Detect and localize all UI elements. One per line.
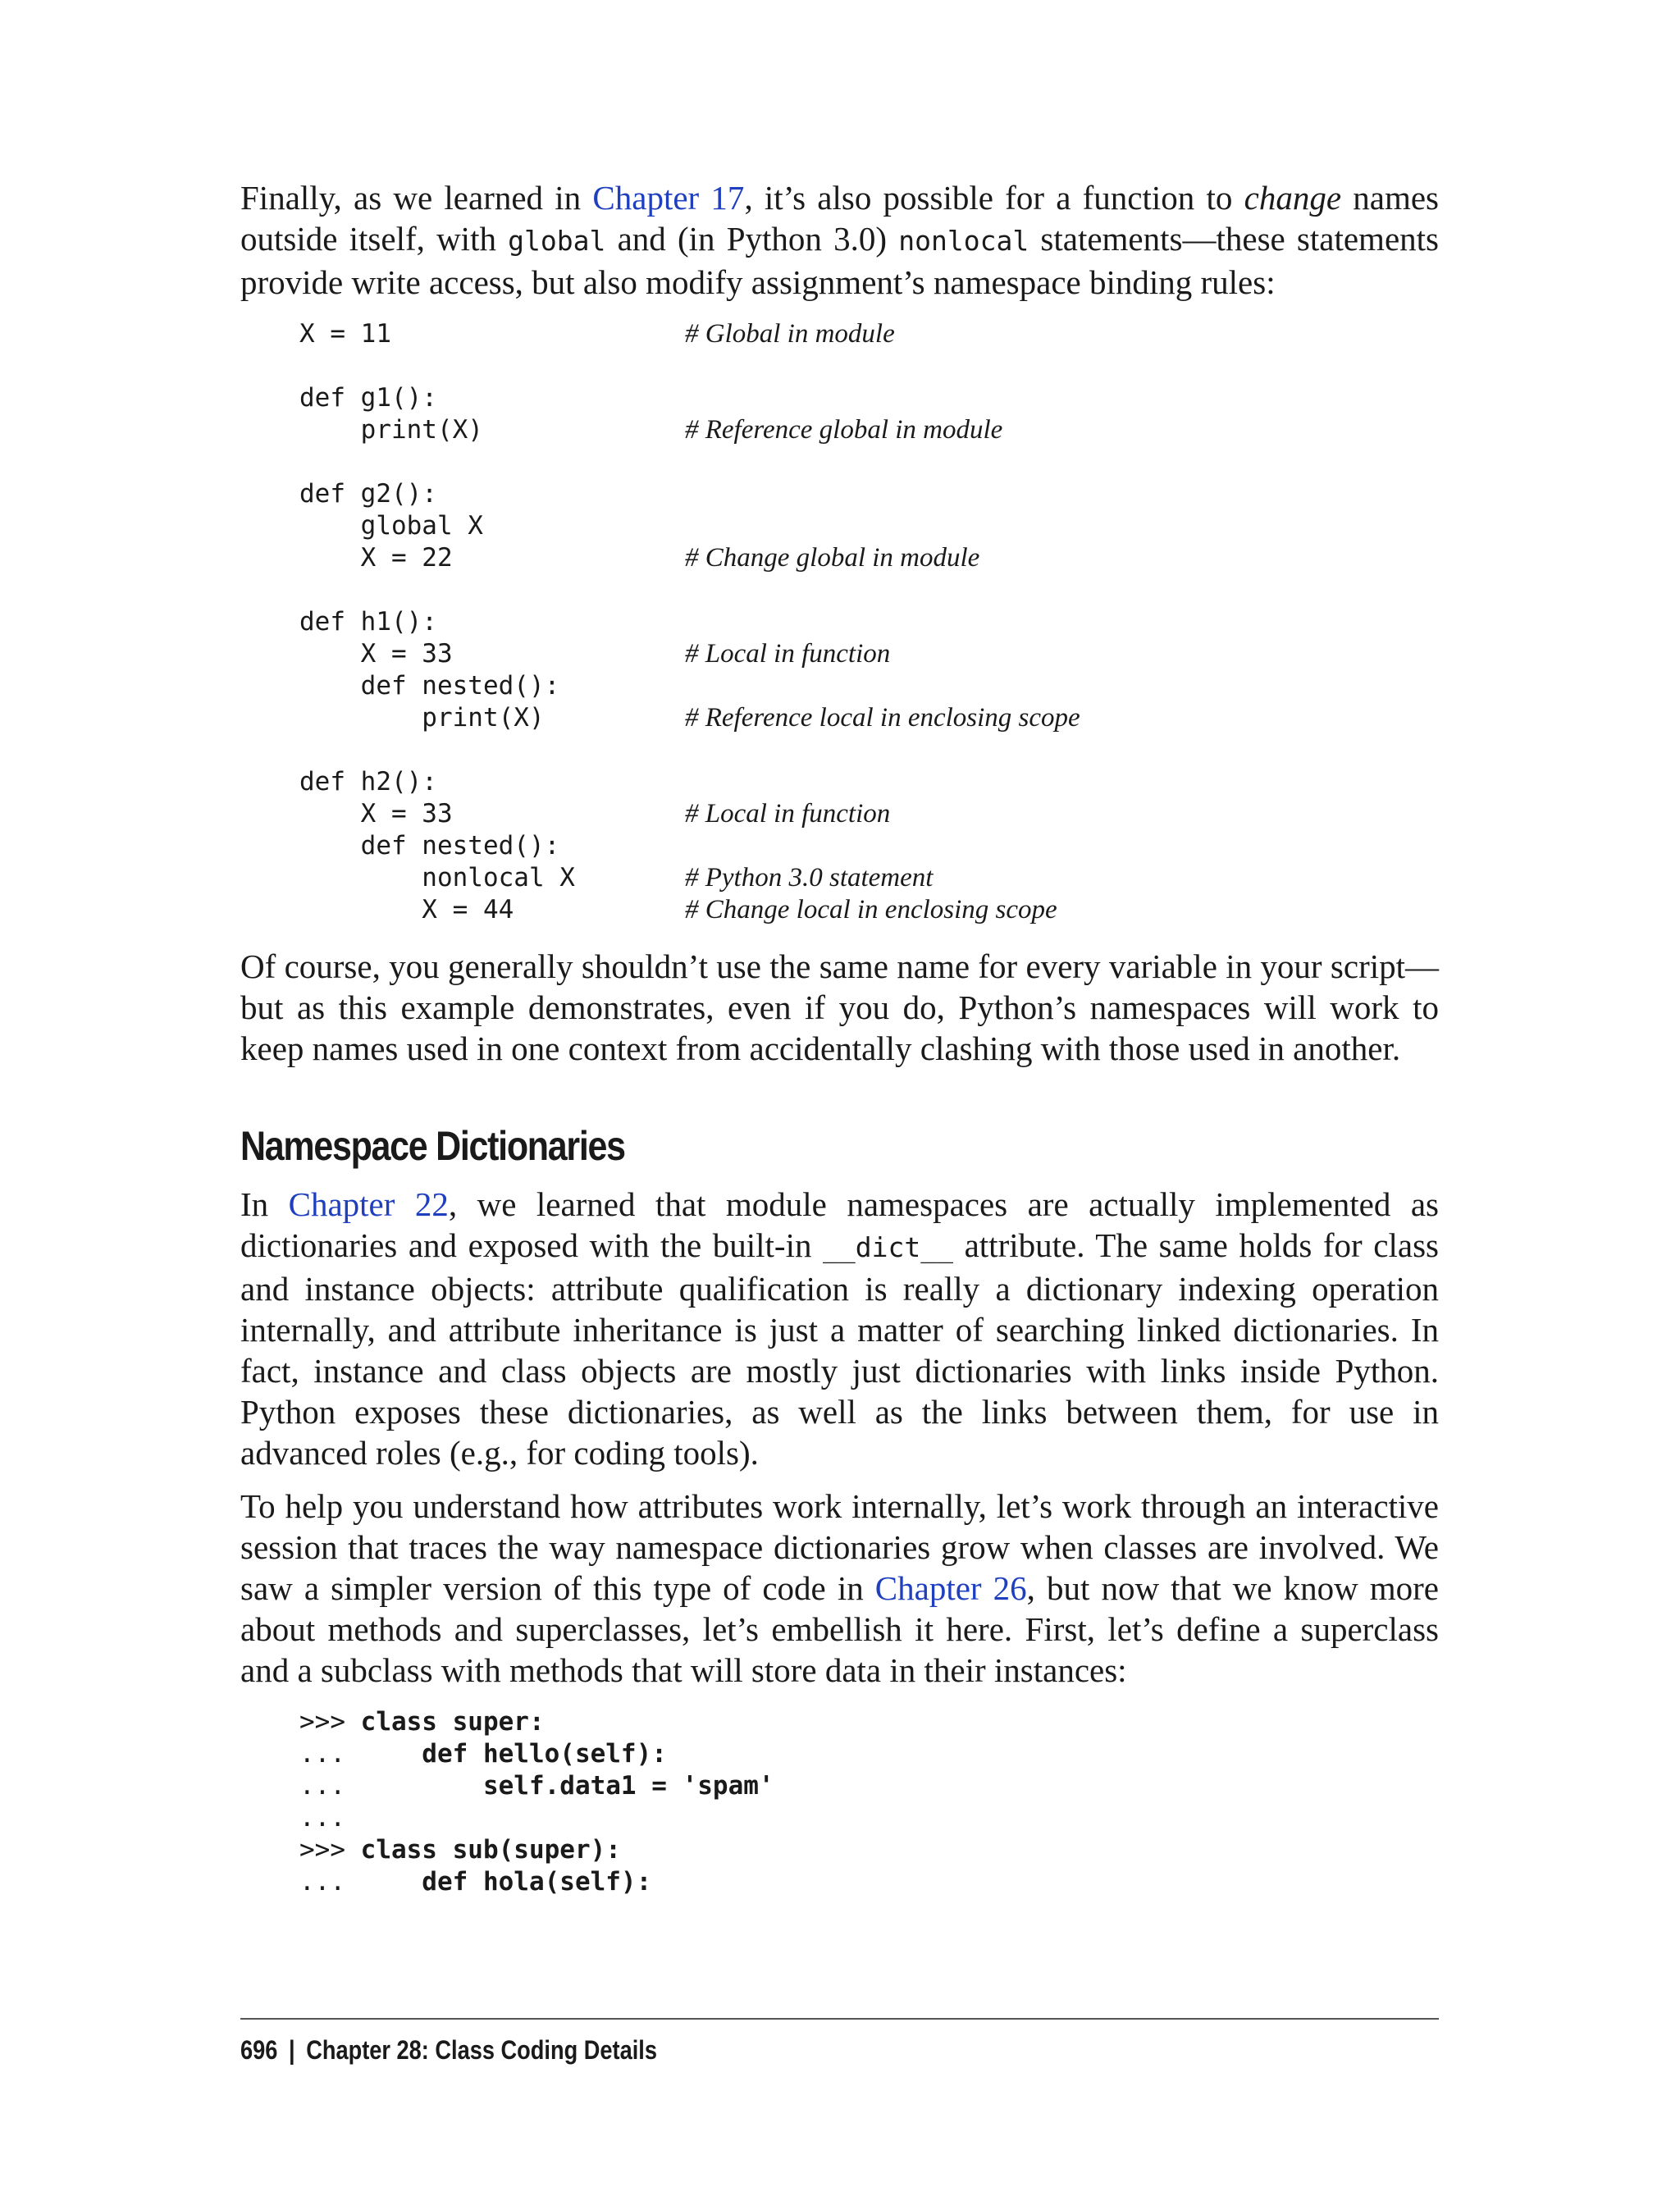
code-text: nonlocal X (299, 863, 575, 892)
code-text: X = 11 (299, 319, 391, 349)
paragraph-help-understand (240, 1486, 1439, 1691)
code-line (299, 510, 575, 542)
code-line (299, 318, 895, 350)
chapter-26-link[interactable]: Chapter 26 (874, 1569, 1027, 1607)
page-footer (240, 2029, 657, 2070)
footer-separator: | (288, 2035, 295, 2065)
paragraph-of-course: Of course, you generally shouldn’t use the same name for every variable in your script—but as this example demonstrates, even if you do, Python’s namespaces will work to keep names used in one context from accidentally clashing with those used in another. (240, 947, 1439, 1067)
code-line (299, 862, 934, 894)
code-line (299, 734, 575, 766)
code-text: print(X) (299, 703, 545, 733)
code-line (299, 1706, 774, 1738)
text-run: and (in Python 3.0) (605, 220, 899, 258)
code-text: X = 44 (299, 895, 514, 924)
code-text: X = 33 (299, 799, 453, 829)
code-comment: # Global in module (685, 319, 895, 349)
text-run: , it’s also possible for a function to (744, 179, 1244, 217)
code-comment: # Local in function (685, 639, 891, 669)
code-line (299, 414, 1003, 446)
code-input: self.data1 = 'spam' (360, 1771, 774, 1801)
text-run: statements—these statements provide write access, but also modify assignment’s namespace binding rules: (240, 220, 1439, 301)
code-block-scopes (299, 318, 1080, 926)
inline-code-dict: __dict__ (823, 1231, 953, 1263)
code-line (299, 702, 1080, 734)
text-run: names outside itself, with (240, 179, 1440, 258)
code-line (299, 606, 575, 638)
footer-rule (240, 2018, 1439, 2020)
code-text: def nested(): (299, 671, 560, 701)
code-prompt: >>> (299, 1707, 361, 1737)
code-input: class super: (360, 1707, 545, 1737)
code-line (299, 382, 575, 414)
code-comment: # Reference local in enclosing scope (685, 703, 1080, 733)
code-line (299, 574, 575, 606)
code-text: print(X) (299, 415, 483, 445)
code-text: def nested(): (299, 831, 560, 861)
code-comment: # Change global in module (685, 543, 980, 573)
code-prompt: ... (299, 1739, 361, 1769)
code-prompt: ... (299, 1771, 361, 1801)
text-run: To help you understand how attributes work internally, let’s work through an interactive session that traces the way namespace dictionaries grow when classes are involved. We saw a simpler version of this type of code in (240, 1487, 1439, 1607)
code-text: X = 22 (299, 543, 453, 573)
code-text: global X (299, 511, 483, 541)
code-text: def g2(): (299, 479, 437, 509)
footer-chapter-title: Chapter 28: Class Coding Details (306, 2035, 657, 2065)
text-run: Finally, as we learned in (240, 179, 593, 217)
code-comment: # Local in function (685, 799, 891, 829)
emphasis: change (1244, 179, 1342, 217)
code-text: def g1(): (299, 383, 437, 413)
inline-code-global: global (508, 225, 606, 257)
code-line (299, 1834, 774, 1866)
code-text: def h1(): (299, 607, 437, 637)
chapter-17-link[interactable]: Chapter 17 (592, 179, 745, 217)
code-input: def hello(self): (360, 1739, 667, 1769)
code-line (299, 638, 891, 670)
code-input: def hola(self): (360, 1867, 652, 1897)
code-line (299, 1770, 774, 1802)
code-prompt: >>> (299, 1835, 361, 1865)
code-comment: # Reference global in module (685, 415, 1003, 445)
code-text: def h2(): (299, 767, 437, 797)
text-run: , but now that we know more about methods and superclasses, let’s embellish it here. First, let’s define a superclass and a subclass with methods that will store data in their instances: (240, 1569, 1440, 1689)
code-comment: # Change local in enclosing scope (685, 895, 1057, 924)
code-line (299, 670, 575, 702)
text-run: attribute. The same holds for class and instance objects: attribute qualification is really a dictionary indexing operation internally, and attribute inheritance is just a matter of searching linked dictionaries. In fact, instance and class objects are mostly just dictionaries with links inside Python. Python exposes these dictionaries, as well as the links between them, for use in advanced roles (e.g., for coding tools). (240, 1226, 1439, 1472)
code-line (299, 446, 575, 478)
code-line (299, 830, 575, 862)
paragraph-intro (240, 177, 1439, 303)
code-line (299, 1866, 774, 1898)
code-line (299, 542, 980, 574)
code-comment: # Python 3.0 statement (685, 863, 934, 892)
code-line (299, 894, 1057, 926)
code-line (299, 350, 575, 382)
code-block-interactive (299, 1706, 774, 1898)
code-line (299, 478, 575, 510)
code-prompt: ... (299, 1803, 345, 1833)
paragraph-chapter-22 (240, 1184, 1439, 1473)
code-line (299, 798, 891, 830)
text-run: In (240, 1185, 289, 1223)
code-line (299, 1738, 774, 1770)
section-heading: Namespace Dictionaries (240, 1123, 625, 1169)
page-number: 696 (240, 2035, 278, 2065)
chapter-22-link[interactable]: Chapter 22 (288, 1185, 449, 1223)
code-line (299, 766, 575, 798)
code-prompt: ... (299, 1867, 361, 1897)
code-line (299, 1802, 774, 1834)
code-input: class sub(super): (360, 1835, 621, 1865)
code-text: X = 33 (299, 639, 453, 669)
text-run: , we learned that module namespaces are actually implemented as dictionaries and exposed with the built-in (240, 1185, 1439, 1264)
inline-code-nonlocal: nonlocal (898, 225, 1029, 257)
